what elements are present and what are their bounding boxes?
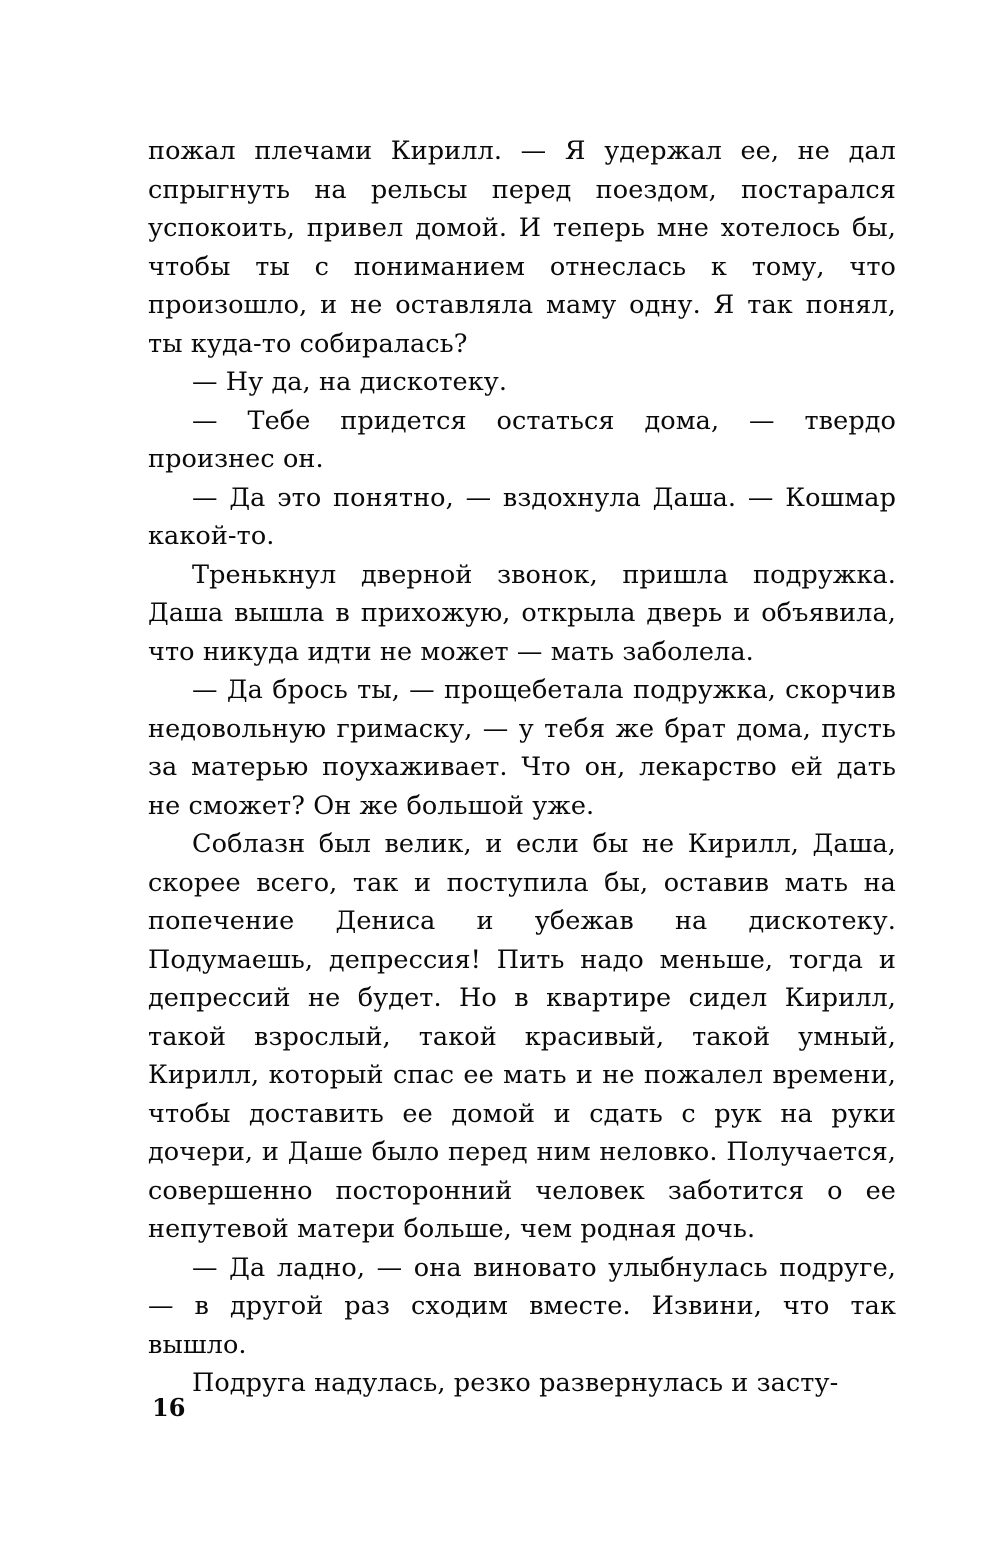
paragraph: — Тебе придется остаться дома, — твердо произнес он. (148, 405, 896, 474)
paragraph: — Ну да, на дискотеку. (192, 367, 508, 397)
paragraph: Подруга надулась, резко развернулась и засту- (192, 1368, 839, 1398)
paragraph: Соблазн был велик, и если бы не Кирилл, Даша, скорее всего, так и поступила бы, оставив мать на попечение Дениса и убежав на дискотеку. Подумаешь, депрессия! Пить надо меньше, тогда и депрессий не будет. Но в квартире сидел Кирилл, такой взрослый, такой красивый, такой умный, Кирилл, который спас ее мать и не пожалел времени, чтобы доставить ее домой и сдать с рук на руки дочери, и Даше было перед ним неловко. Получается, совершенно посторонний человек заботится о ее непутевой матери больше, чем родная дочь. (148, 829, 896, 1244)
paragraph: — Да ладно, — она виновато улыбнулась подруге, — в другой раз сходим вместе. Извини, что так вышло. (148, 1252, 896, 1360)
paragraph: — Да брось ты, — прощебетала подружка, скорчив недовольную гримаску, — у тебя же брат дома, пусть за матерью поухаживает. Что он, лекарство ей дать не сможет? Он же большой уже. (148, 675, 896, 821)
page-body-text (148, 132, 896, 1403)
paragraph: — Да это понятно, — вздохнула Даша. — Кошмар какой-то. (148, 482, 896, 551)
paragraph: Тренькнул дверной звонок, пришла подружка. Даша вышла в прихожую, открыла дверь и объявила, что никуда идти не может — мать заболела. (148, 559, 896, 667)
page-number: 16 (152, 1393, 186, 1422)
paragraph: пожал плечами Кирилл. — Я удержал ее, не дал спрыгнуть на рельсы перед поездом, постарался успокоить, привел домой. И теперь мне хотелось бы, чтобы ты с пониманием отнеслась к тому, что произошло, и не оставляла маму одну. Я так понял, ты куда-то собиралась? (148, 136, 896, 359)
